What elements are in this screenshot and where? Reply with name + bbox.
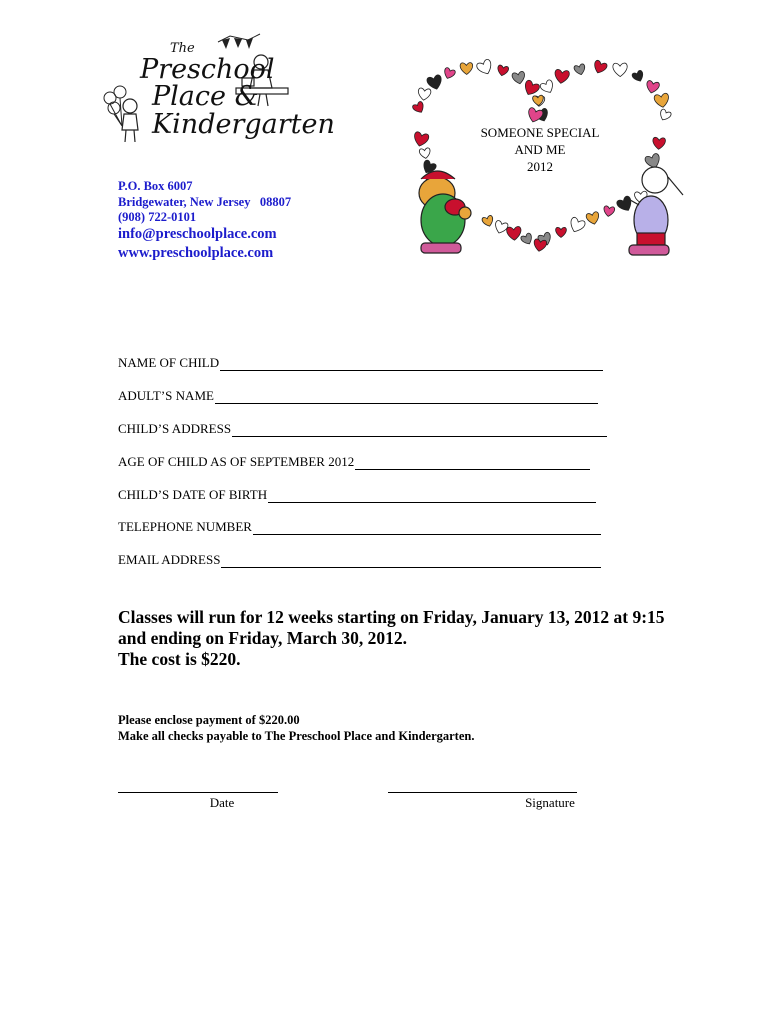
- date-line[interactable]: [118, 792, 278, 793]
- heart-icon: [512, 71, 527, 85]
- field-input-line[interactable]: [268, 490, 596, 503]
- heart-icon: [554, 69, 570, 84]
- girl-character-icon: [625, 167, 683, 255]
- heart-icon: [631, 70, 645, 84]
- heart-icon: [412, 131, 429, 147]
- heart-icon: [613, 63, 628, 77]
- event-title-line1: SOMEONE SPECIAL: [480, 125, 600, 140]
- heart-icon: [460, 63, 473, 75]
- payment-instructions: [118, 712, 718, 744]
- field-label: AGE OF CHILD AS OF SEPTEMBER 2012: [118, 454, 355, 469]
- field-input-line[interactable]: [253, 522, 601, 535]
- payment-payable-text: Make all checks payable to The Preschool Place and Kindergarten.: [118, 729, 475, 743]
- heart-icon: [412, 101, 426, 115]
- field-label: EMAIL ADDRESS: [118, 552, 221, 567]
- field-input-line[interactable]: [220, 358, 603, 371]
- signature-label: Signature: [525, 795, 575, 810]
- school-logo: [100, 30, 335, 145]
- heart-icon: [532, 95, 544, 106]
- city-state-zip: Bridgewater, New Jersey 08807: [118, 195, 292, 209]
- signature-line[interactable]: [388, 792, 577, 793]
- event-title-line2: AND ME: [514, 142, 566, 157]
- heart-icon: [616, 195, 635, 214]
- heart-icon: [592, 60, 608, 76]
- field-name-of-child: [118, 355, 603, 371]
- heart-icon: [481, 215, 494, 228]
- logo-text-preschool: Preschool: [140, 54, 275, 85]
- bunting-flags-icon: [218, 34, 260, 49]
- heart-icon: [442, 67, 456, 80]
- heart-icon: [654, 93, 670, 109]
- field-label: CHILD’S ADDRESS: [118, 421, 232, 436]
- field-input-line[interactable]: [215, 391, 598, 404]
- field-label: ADULT’S NAME: [118, 388, 214, 403]
- field-adults-name: [118, 388, 598, 404]
- heart-icon: [476, 59, 495, 77]
- field-input-line[interactable]: [221, 555, 601, 568]
- heart-icon: [426, 74, 443, 91]
- field-email-address: [118, 552, 601, 568]
- heart-icon: [493, 220, 509, 235]
- heart-icon: [533, 239, 547, 253]
- class-schedule-line2: and ending on Friday, March 30, 2012.: [118, 628, 407, 648]
- website-link[interactable]: www.preschoolplace.com: [118, 245, 274, 261]
- logo-text-kindergarten: Kindergarten: [152, 109, 335, 140]
- phone-number: (908) 722-0101: [118, 210, 197, 224]
- heart-icon: [417, 88, 431, 101]
- heart-icon: [645, 80, 660, 94]
- payment-amount-text: Please enclose payment of $220.00: [118, 713, 300, 727]
- class-schedule-text: [118, 607, 718, 670]
- field-date-of-birth: [118, 487, 596, 503]
- field-input-line[interactable]: [232, 424, 607, 437]
- field-telephone-number: [118, 519, 601, 535]
- event-title: [440, 124, 640, 175]
- heart-icon: [522, 79, 541, 97]
- event-title-year: 2012: [527, 159, 553, 174]
- class-cost: The cost is $220.: [118, 649, 241, 669]
- heart-icon: [419, 148, 431, 160]
- field-label: TELEPHONE NUMBER: [118, 519, 252, 534]
- heart-icon: [568, 217, 586, 235]
- po-box: P.O. Box 6007: [118, 179, 193, 193]
- heart-icon: [586, 211, 601, 225]
- heart-icon: [506, 226, 521, 240]
- heart-icon: [556, 227, 567, 237]
- heart-icon: [574, 63, 587, 75]
- field-label: NAME OF CHILD: [118, 355, 220, 370]
- heart-icon: [603, 206, 615, 218]
- heart-icon: [652, 137, 665, 150]
- child-figure-icon: [122, 99, 138, 142]
- email-link[interactable]: info@preschoolplace.com: [118, 226, 277, 242]
- heart-icon: [520, 232, 534, 246]
- logo-text-place: Place &: [152, 81, 259, 112]
- heart-icon: [658, 108, 672, 122]
- logo-text-the: The: [170, 41, 195, 56]
- field-childs-address: [118, 421, 607, 437]
- heart-icon: [526, 107, 544, 124]
- field-input-line[interactable]: [355, 457, 590, 470]
- class-schedule-line1: Classes will run for 12 weeks starting on Friday, January 13, 2012 at 9:15: [118, 607, 665, 627]
- boy-character-icon: [419, 171, 471, 253]
- field-age-of-child: [118, 454, 590, 470]
- heart-icon: [539, 79, 556, 95]
- field-label: CHILD’S DATE OF BIRTH: [118, 487, 268, 502]
- date-label: Date: [209, 795, 235, 810]
- heart-icon: [496, 65, 509, 77]
